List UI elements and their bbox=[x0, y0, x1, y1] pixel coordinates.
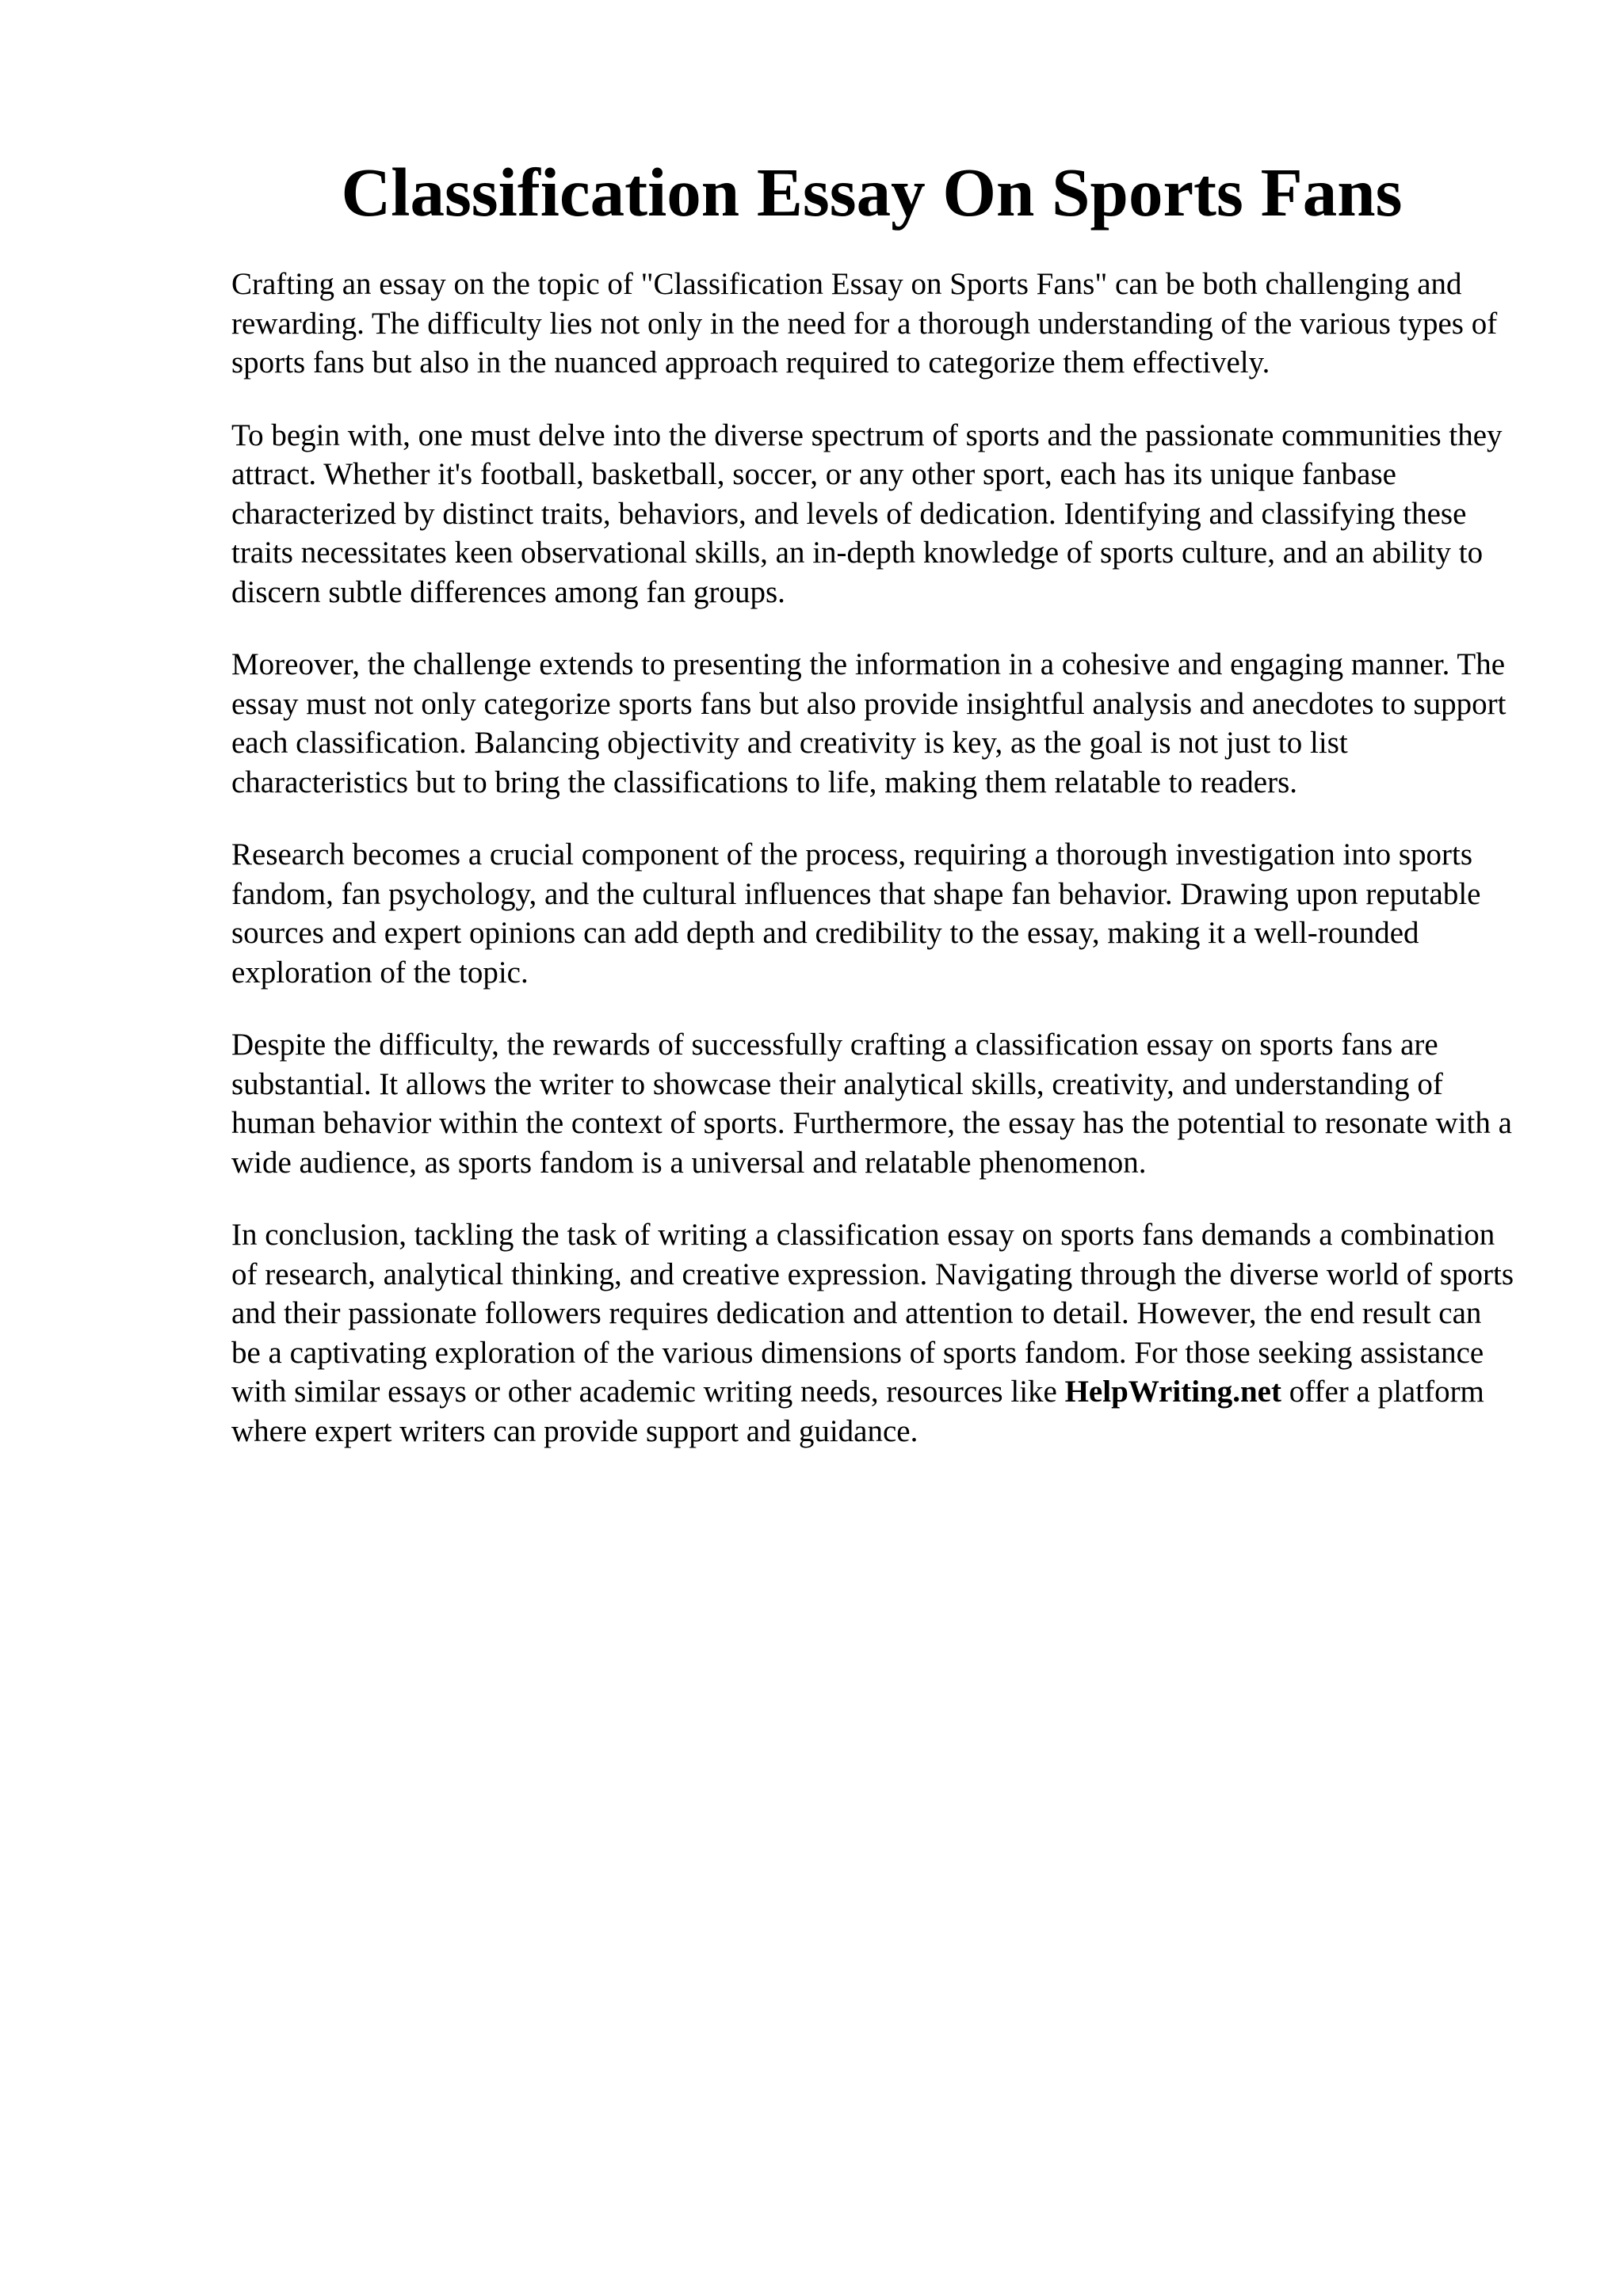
paragraph-3: Moreover, the challenge extends to presenting the information in a cohesive and engaging manner. The essay must not only categorize sports fans but also provide insightful analysis and anecdotes to support each classification. Balancing objectivity and creativity is key, as the goal is not just to list characteristics but to bring the classifications to life, making them relatable to readers. bbox=[231, 647, 1507, 799]
paragraph-4: Research becomes a crucial component of the process, requiring a thorough investigation into sports fandom, fan psychology, and the cultural influences that shape fan behavior. Drawing upon reputable sources and expert opinions can add depth and credibility to the essay, making it a well-rounded exploration of the topic. bbox=[231, 837, 1481, 990]
paragraph-conclusion bbox=[231, 1215, 1515, 1451]
paragraph-1: Crafting an essay on the topic of "Classification Essay on Sports Fans" can be both challenging and rewarding. The difficulty lies not only in the need for a thorough understanding of the various types of sports fans but also in the nuanced approach required to categorize them effectively. bbox=[231, 267, 1498, 379]
essay-body bbox=[231, 265, 1515, 1484]
paragraph-5: Despite the difficulty, the rewards of successfully crafting a classification essay on sports fans are substantial. It allows the writer to showcase their analytical skills, creativity, and understanding of human behavior within the context of sports. Furthermore, the essay has the potential to resonate with a wide audience, as sports fandom is a universal and relatable phenomenon. bbox=[231, 1028, 1512, 1180]
conclusion-text-start: In conclusion, tackling the task of writing a classification essay on sports fans demands a combination of research, analytical thinking, and creative expression. Navigating through the diverse world of sports and their passionate followers requires dedication and attention to detail. However, the end result can be a captivating exploration of the various dimensions of sports fandom. For those seeking assistance with similar essays or other academic writing needs, resources like bbox=[231, 1218, 1514, 1409]
page-title: Classification Essay On Sports Fans bbox=[341, 154, 1403, 231]
paragraph-2: To begin with, one must delve into the diverse spectrum of sports and the passionate communities they attract. Whether it's football, basketball, soccer, or any other sport, each has its unique fanbase characterized by distinct traits, behaviors, and levels of dedication. Identifying and classifying these traits necessitates keen observational skills, an in-depth knowledge of sports culture, and an ability to discern subtle differences among fan groups. bbox=[231, 418, 1503, 609]
conclusion-text-end: offer a platform where expert writers can provide support and guidance. bbox=[231, 1375, 1484, 1448]
helpwriting-link[interactable]: HelpWriting.net bbox=[1064, 1375, 1281, 1409]
